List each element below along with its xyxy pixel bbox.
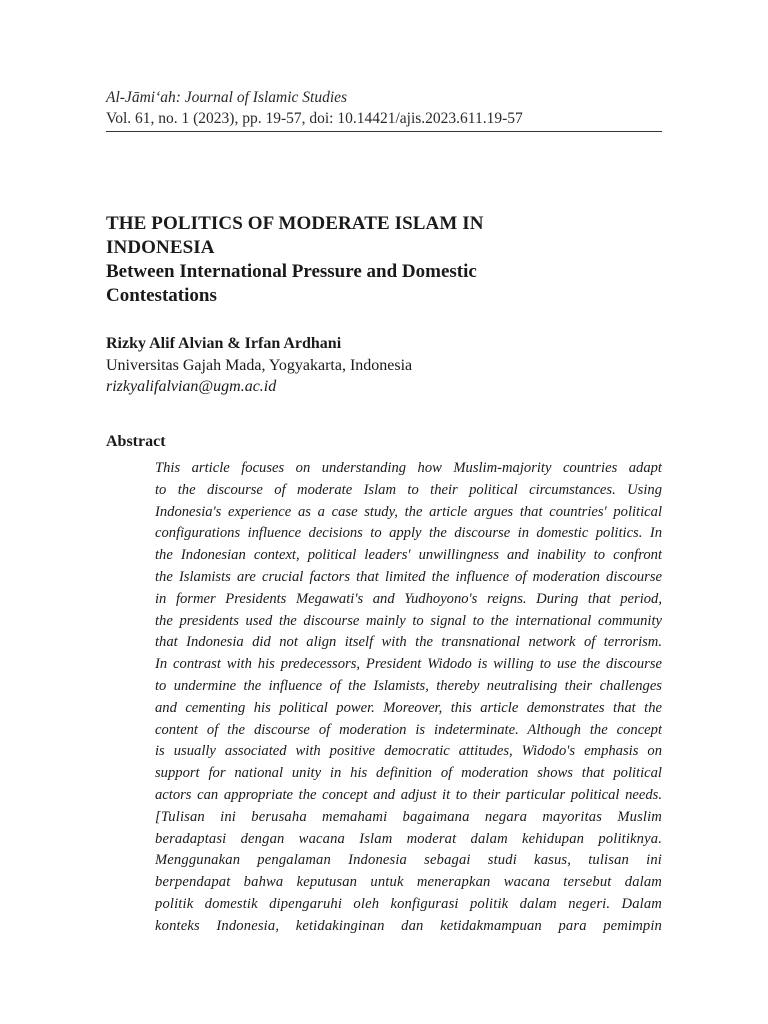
abstract-line: support for national unity in his definition of moderation shows that political bbox=[155, 765, 662, 782]
abstract-line: the presidents used the discourse mainly to signal to the international community bbox=[155, 612, 662, 629]
author-block bbox=[106, 333, 662, 397]
abstract-line: This article focuses on understanding how Muslim-majority countries adapt bbox=[155, 460, 662, 476]
abstract-line: in former Presidents Megawati's and Yudhoyono's reigns. During that period, bbox=[155, 590, 662, 607]
title-block bbox=[106, 212, 662, 308]
article-title-line: THE POLITICS OF MODERATE ISLAM IN bbox=[106, 213, 484, 234]
abstract-heading: Abstract bbox=[106, 433, 166, 450]
journal-header bbox=[106, 88, 662, 129]
abstract-line: that Indonesia did not align itself with the transnational network of terrorism. bbox=[155, 634, 662, 651]
abstract-line: Indonesia's experience as a case study, the article argues that countries' political bbox=[155, 503, 662, 520]
abstract-line: content of the discourse of moderation is indeterminate. Although the concept bbox=[155, 721, 662, 738]
abstract-line: configurations influence decisions to apply the discourse in domestic politics. In bbox=[155, 525, 662, 542]
article-subtitle-line: Between International Pressure and Domestic bbox=[106, 261, 477, 282]
journal-citation: Vol. 61, no. 1 (2023), pp. 19-57, doi: 10.14421/ajis.2023.611.19-57 bbox=[106, 110, 523, 127]
abstract-line: politik domestik dipengaruhi oleh konfigurasi politik dalam negeri. Dalam bbox=[155, 895, 662, 912]
abstract-line: is usually associated with positive democratic attitudes, Widodo's emphasis on bbox=[155, 743, 662, 760]
header-rule bbox=[106, 131, 662, 132]
abstract-line: to undermine the influence of the Islamists, thereby neutralising their challenges bbox=[155, 677, 662, 694]
author-email: rizkyalifalvian@ugm.ac.id bbox=[106, 378, 277, 395]
abstract-line: actors can appropriate the concept and adjust it to their particular political needs. bbox=[155, 786, 662, 803]
journal-name: Al-Jāmi‘ah: Journal of Islamic Studies bbox=[106, 89, 348, 106]
abstract-line: and cementing his political power. Moreover, this article demonstrates that the bbox=[155, 699, 662, 716]
abstract-line: the Islamists are crucial factors that limited the influence of moderation discourse bbox=[155, 568, 662, 585]
affiliation: Universitas Gajah Mada, Yogyakarta, Indonesia bbox=[106, 357, 413, 374]
abstract-line: berpendapat bahwa keputusan untuk menerapkan wacana tersebut dalam bbox=[155, 874, 662, 891]
abstract-line: In contrast with his predecessors, President Widodo is willing to use the discourse bbox=[155, 656, 662, 673]
abstract-line: Menggunakan pengalaman Indonesia sebagai studi kasus, tulisan ini bbox=[155, 852, 662, 869]
abstract-line: beradaptasi dengan wacana Islam moderat dalam kehidupan politiknya. bbox=[155, 830, 662, 847]
abstract-line: the Indonesian context, political leaders' unwillingness and inability to confront bbox=[155, 547, 662, 564]
authors: Rizky Alif Alvian & Irfan Ardhani bbox=[106, 335, 342, 352]
abstract-line: [Tulisan ini berusaha memahami bagaimana negara mayoritas Muslim bbox=[155, 808, 662, 825]
abstract-line: to the discourse of moderate Islam to their political circumstances. Using bbox=[155, 481, 662, 498]
abstract-body bbox=[155, 458, 662, 938]
article-subtitle-line: Contestations bbox=[106, 285, 217, 306]
abstract-line: konteks Indonesia, ketidakinginan dan ketidakmampuan para pemimpin bbox=[155, 917, 662, 934]
article-title-line: INDONESIA bbox=[106, 237, 215, 258]
